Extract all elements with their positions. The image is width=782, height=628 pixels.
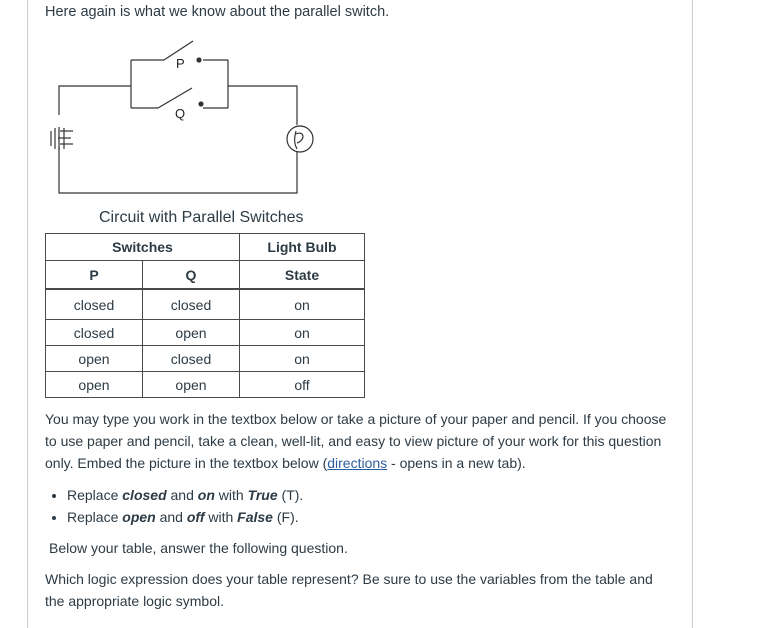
cell-state: on [240,346,365,372]
parallel-circuit-diagram [35,26,325,201]
instructions-text-1: You may type you work in the textbox below or take a picture of your paper and pencil. If you choose to use paper and pencil, take a clean, well-lit, and easy to view picture of your work for this question only. Embed the picture in the textbox below ( [45,411,667,471]
header-q: Q [143,261,240,290]
cell-p: closed [46,320,143,346]
switch-q-lever [158,88,192,108]
list-item: • Replace open and off with False (F). [67,506,667,528]
table-row [46,346,365,372]
cell-q: closed [143,289,240,320]
cell-state: off [240,372,365,398]
replacement-rules-list [45,484,667,528]
cell-p: closed [46,289,143,320]
instructions-text-2: - opens in a new tab). [387,455,526,471]
table-row [46,289,365,320]
switch-q-label: Q [175,106,186,121]
cell-state: on [240,320,365,346]
battery-icon [51,127,73,150]
switch-q-contact [198,101,203,106]
bulb-filament [295,131,303,149]
question-text: Which logic expression does your table represent? Be sure to use the variables from the table and the appropriate logic symbol. [45,571,653,609]
header-state: State [240,261,365,290]
switch-p-label: P [176,56,185,71]
list-item: • Replace closed and on with True (T). [67,484,667,506]
circuit-wire-top-left [59,86,131,115]
header-p: P [46,261,143,290]
truth-table [45,233,365,398]
cell-q: open [143,372,240,398]
table-row [46,372,365,398]
cell-q: closed [143,346,240,372]
circuit-wire-bottom [59,147,297,193]
cell-q: open [143,320,240,346]
below-table-instruction: Below your table, answer the following question. [49,540,348,556]
intro-text: Here again is what we know about the parallel switch. [45,4,390,20]
cell-state: on [240,289,365,320]
cell-p: open [46,346,143,372]
directions-link[interactable]: directions [327,455,388,471]
instructions-paragraph [45,408,675,474]
cell-p: open [46,372,143,398]
table-row [46,320,365,346]
header-light-bulb: Light Bulb [240,234,365,261]
table-title: Circuit with Parallel Switches [99,209,304,226]
header-switches: Switches [46,234,240,261]
switch-p-contact [196,57,201,62]
circuit-wire-top-right [228,86,297,125]
light-bulb-icon [287,126,313,152]
